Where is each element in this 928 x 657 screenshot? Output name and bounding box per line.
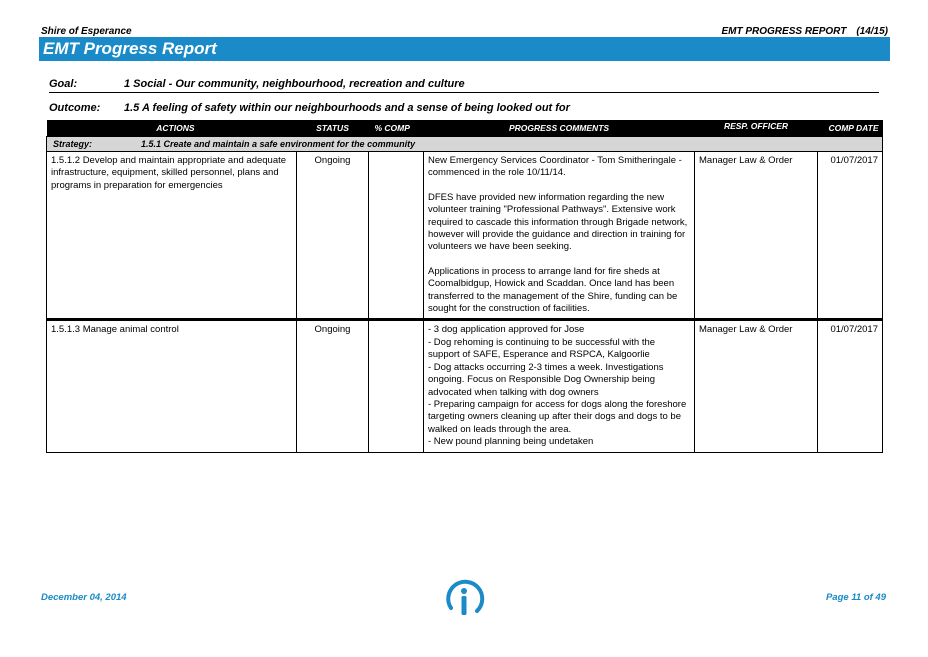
- strategy-row: [47, 137, 883, 152]
- col-comp: % COMP: [369, 120, 424, 137]
- progress-cell: [424, 152, 695, 320]
- col-status: STATUS: [297, 120, 369, 137]
- outcome-label: Outcome:: [49, 102, 101, 114]
- table-header-row: [47, 120, 883, 137]
- comp-cell: [369, 321, 424, 452]
- title-banner: [39, 37, 890, 61]
- footer-page-number: Page 11 of 49: [825, 592, 886, 603]
- org-name: Shire of Esperance: [41, 26, 132, 37]
- goal-label: Goal:: [49, 78, 78, 90]
- strategy-label: Strategy:: [53, 139, 93, 149]
- progress-line: - Dog rehoming is continuing to be successful with the support of SAFE, Esperance and RSPCA, Kalgoorlie: [428, 336, 656, 361]
- status-cell: Ongoing: [297, 152, 369, 320]
- col-progress: PROGRESS COMMENTS: [424, 120, 695, 137]
- comp-cell: [369, 152, 424, 320]
- goal-line: [49, 78, 879, 93]
- strategy-text: 1.5.1 Create and maintain a safe environment for the community: [141, 139, 416, 149]
- progress-line: - Preparing campaign for access for dogs along the foreshore targeting owners cleaning up after their dogs and dogs to be walked on leads through the area.: [428, 398, 687, 435]
- strategy-cell: [47, 137, 883, 152]
- comp-date-cell: 01/07/2017: [818, 152, 883, 320]
- report-header: [721, 26, 888, 37]
- action-cell: 1.5.1.2 Develop and maintain appropriate and adequate infrastructure, equipment, skilled personnel, plans and programs in preparation for emergencies: [47, 152, 297, 320]
- footer-date: December 04, 2014: [41, 592, 127, 603]
- table-row: [47, 152, 883, 320]
- status-cell: Ongoing: [297, 321, 369, 452]
- progress-line: - Dog attacks occurring 2-3 times a week. Investigations ongoing. Focus on Responsible Dog Ownership being advocated when talking with dog owners: [428, 361, 664, 398]
- goal-text: 1 Social - Our community, neighbourhood, recreation and culture: [124, 78, 465, 90]
- comp-date-cell: 01/07/2017: [818, 321, 883, 452]
- progress-line: - New pound planning being undetaken: [428, 436, 594, 448]
- progress-paragraph: Applications in process to arrange land for fire sheds at Coomalbidgup, Howick and Scaddan. Once land has been transferred to the management of the Shire, funding can be sought for the construction of facilities.: [428, 265, 678, 315]
- action-cell: 1.5.1.3 Manage animal control: [47, 321, 297, 452]
- resp-officer-cell: Manager Law & Order: [695, 152, 818, 320]
- outcome-text: 1.5 A feeling of safety within our neighbourhoods and a sense of being looked out for: [124, 102, 570, 114]
- banner-title: EMT Progress Report: [43, 39, 217, 58]
- progress-paragraph: New Emergency Services Coordinator - Tom Smitheringale - commenced in the role 10/11/14.: [428, 155, 682, 179]
- outcome-line: [49, 102, 570, 114]
- table-row: [47, 321, 883, 452]
- progress-table: [46, 120, 883, 453]
- progress-line: - 3 dog application approved for Jose: [428, 324, 585, 336]
- resp-officer-cell: Manager Law & Order: [695, 321, 818, 452]
- col-comp-date: COMP DATE: [818, 120, 883, 137]
- col-actions: ACTIONS: [47, 120, 297, 137]
- shire-logo-icon: [443, 578, 487, 618]
- report-title: EMT PROGRESS REPORT: [721, 26, 847, 37]
- progress-cell: [424, 321, 695, 452]
- col-resp-officer: RESP. OFFICER: [695, 120, 818, 137]
- report-period: (14/15): [856, 26, 888, 37]
- progress-paragraph: DFES have provided new information regarding the new volunteer training "Professional Pathways". Extensive work required to cascade this information through Brigade network, however will provide the guidance and direction in training for volunteers we have been seeking.: [428, 191, 688, 253]
